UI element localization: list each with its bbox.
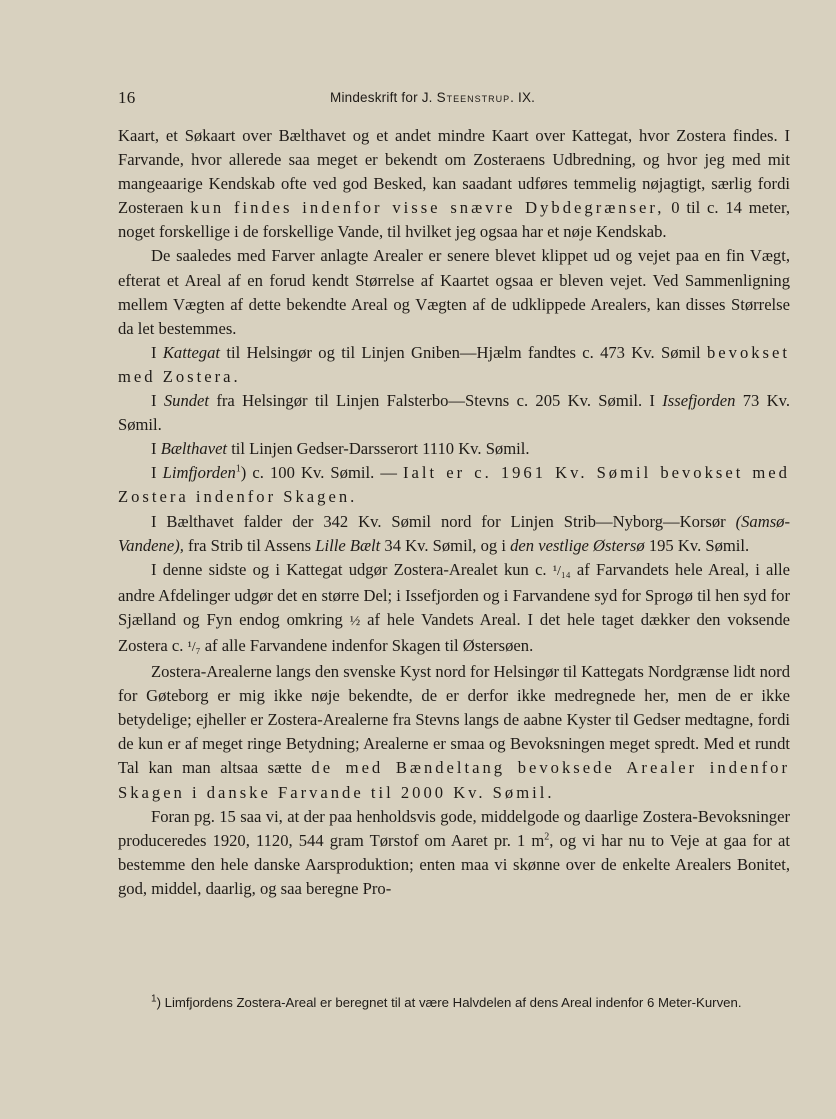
paragraph-2: De saaledes med Farver anlagte Arealer er senere blevet klippet ud og vejet paa en fin Vægt, efterat et Areal af en forud kendt Størrelse af Kaartet ogsaa er bleven vejet. Ved Sammenligning mellem Vægten af dette bekendte Areal og Vægten af de udklippede Arealers, kan disses Størrelse da let bestemmes. [118, 246, 790, 338]
paragraph-produktion: Foran pg. 15 saa vi, at der paa henholdsvis gode, middelgode og daarlige Zostera-Bevoksninger produceredes 1920, 1120, 544 gram Tørstof om Aaret pr. 1 $m^2$, og vi har nu to Veje at gaa for at bestemme den hele danske Aarsproduktion; enten maa vi skønne over de enkelte Arealers Bonitet, god, middel, daarlig, og saa beregne Pro- [118, 806, 790, 898]
paragraph-fractions: I denne sidste og i Kattegat udgør Zostera-Arealet kun c. ¹/₁₄ af Farvandets hele Areal, i alle andre Afdelinger udgør det en større Del; i Issefjorden og i Farvandene syd for Sprogø til hen syd for Sjælland og Fyn endog omkring ½ af hele Vandets Areal. I det hele taget dækker den voksende Zostera c. ¹/₇ af alle Farvandene indenfor Skagen til Østersøen. [118, 559, 790, 655]
footnote-ref: 1 [235, 463, 241, 475]
running-title: Mindeskrift for J. Steenstrup. IX. [330, 90, 536, 105]
paragraph-limfjorden: I Limfjorden$^1$) c. 100 Kv. Sømil. — Ialt er c. 1961 Kv. Sømil bevokset med Zostera indenfor Skagen. [118, 463, 790, 507]
paragraph-samsoe: I Bælthavet falder der 342 Kv. Sømil nord for Linjen Strib—Nyborg—Korsør (Samsø-Vandene), fra Strib til Assens Lille Bælt 34 Kv. Sømil, og i den vestlige Østersø 195 Kv. Sømil. [118, 511, 790, 555]
footnote: $^1$) Limfjordens Zostera-Areal er beregnet til at være Halvdelen af dens Areal indenfor 6 Meter-Kurven. [151, 993, 742, 1010]
body-text [118, 124, 790, 901]
paragraph-baelthavet: I Bælthavet til Linjen Gedser-Darsserort 1110 Kv. Sømil. [151, 439, 530, 459]
paragraph-kattegat: I Kattegat til Helsingør og til Linjen Gniben—Hjælm fandtes c. 473 Kv. Sømil bevokset med Zostera. [118, 342, 790, 386]
paragraph-svenske-kyst: Zostera-Arealerne langs den svenske Kyst nord for Helsingør til Kattegats Nordgrænse lidt nord for Gøteborg er mig ikke nøje bekendte, de er derfor ikke medregnede her, men de er ikke betydelige; ejheller er Zostera-Arealerne fra Stevns langs de aabne Kyster til Gedser medtagne, fordi de kun er af meget ringe Betydning; Arealerne er smaa og Bevoksningen meget spredt. Med et rundt Tal kan man altsaa sætte de med Bændeltang bevoksede Arealer indenfor Skagen i danske Farvande til 2000 Kv. Sømil. [118, 662, 790, 802]
paragraph-sundet: I Sundet fra Helsingør til Linjen Falsterbo—Stevns c. 205 Kv. Sømil. I Issefjorden 73 Kv. Sømil. [118, 391, 790, 435]
page-number: 16 [118, 88, 136, 107]
paragraph-1: Kaart, et Søkaart over Bælthavet og et andet mindre Kaart over Kattegat, hvor Zostera findes. I Farvande, hvor allerede saa meget er bekendt om Zosteraens Udbredning, og hvor jeg med mit mangeaarige Kendskab ofte ved god Besked, kan saadant udføres temmelig nøjagtigt, særlig fordi Zosteraen kun findes indenfor visse snævre Dybdegrænser, 0 til c. 14 meter, noget forskellige i de forskellige Vande, til hvilket jeg ogsaa har et nøje Kendskab. [118, 126, 790, 242]
